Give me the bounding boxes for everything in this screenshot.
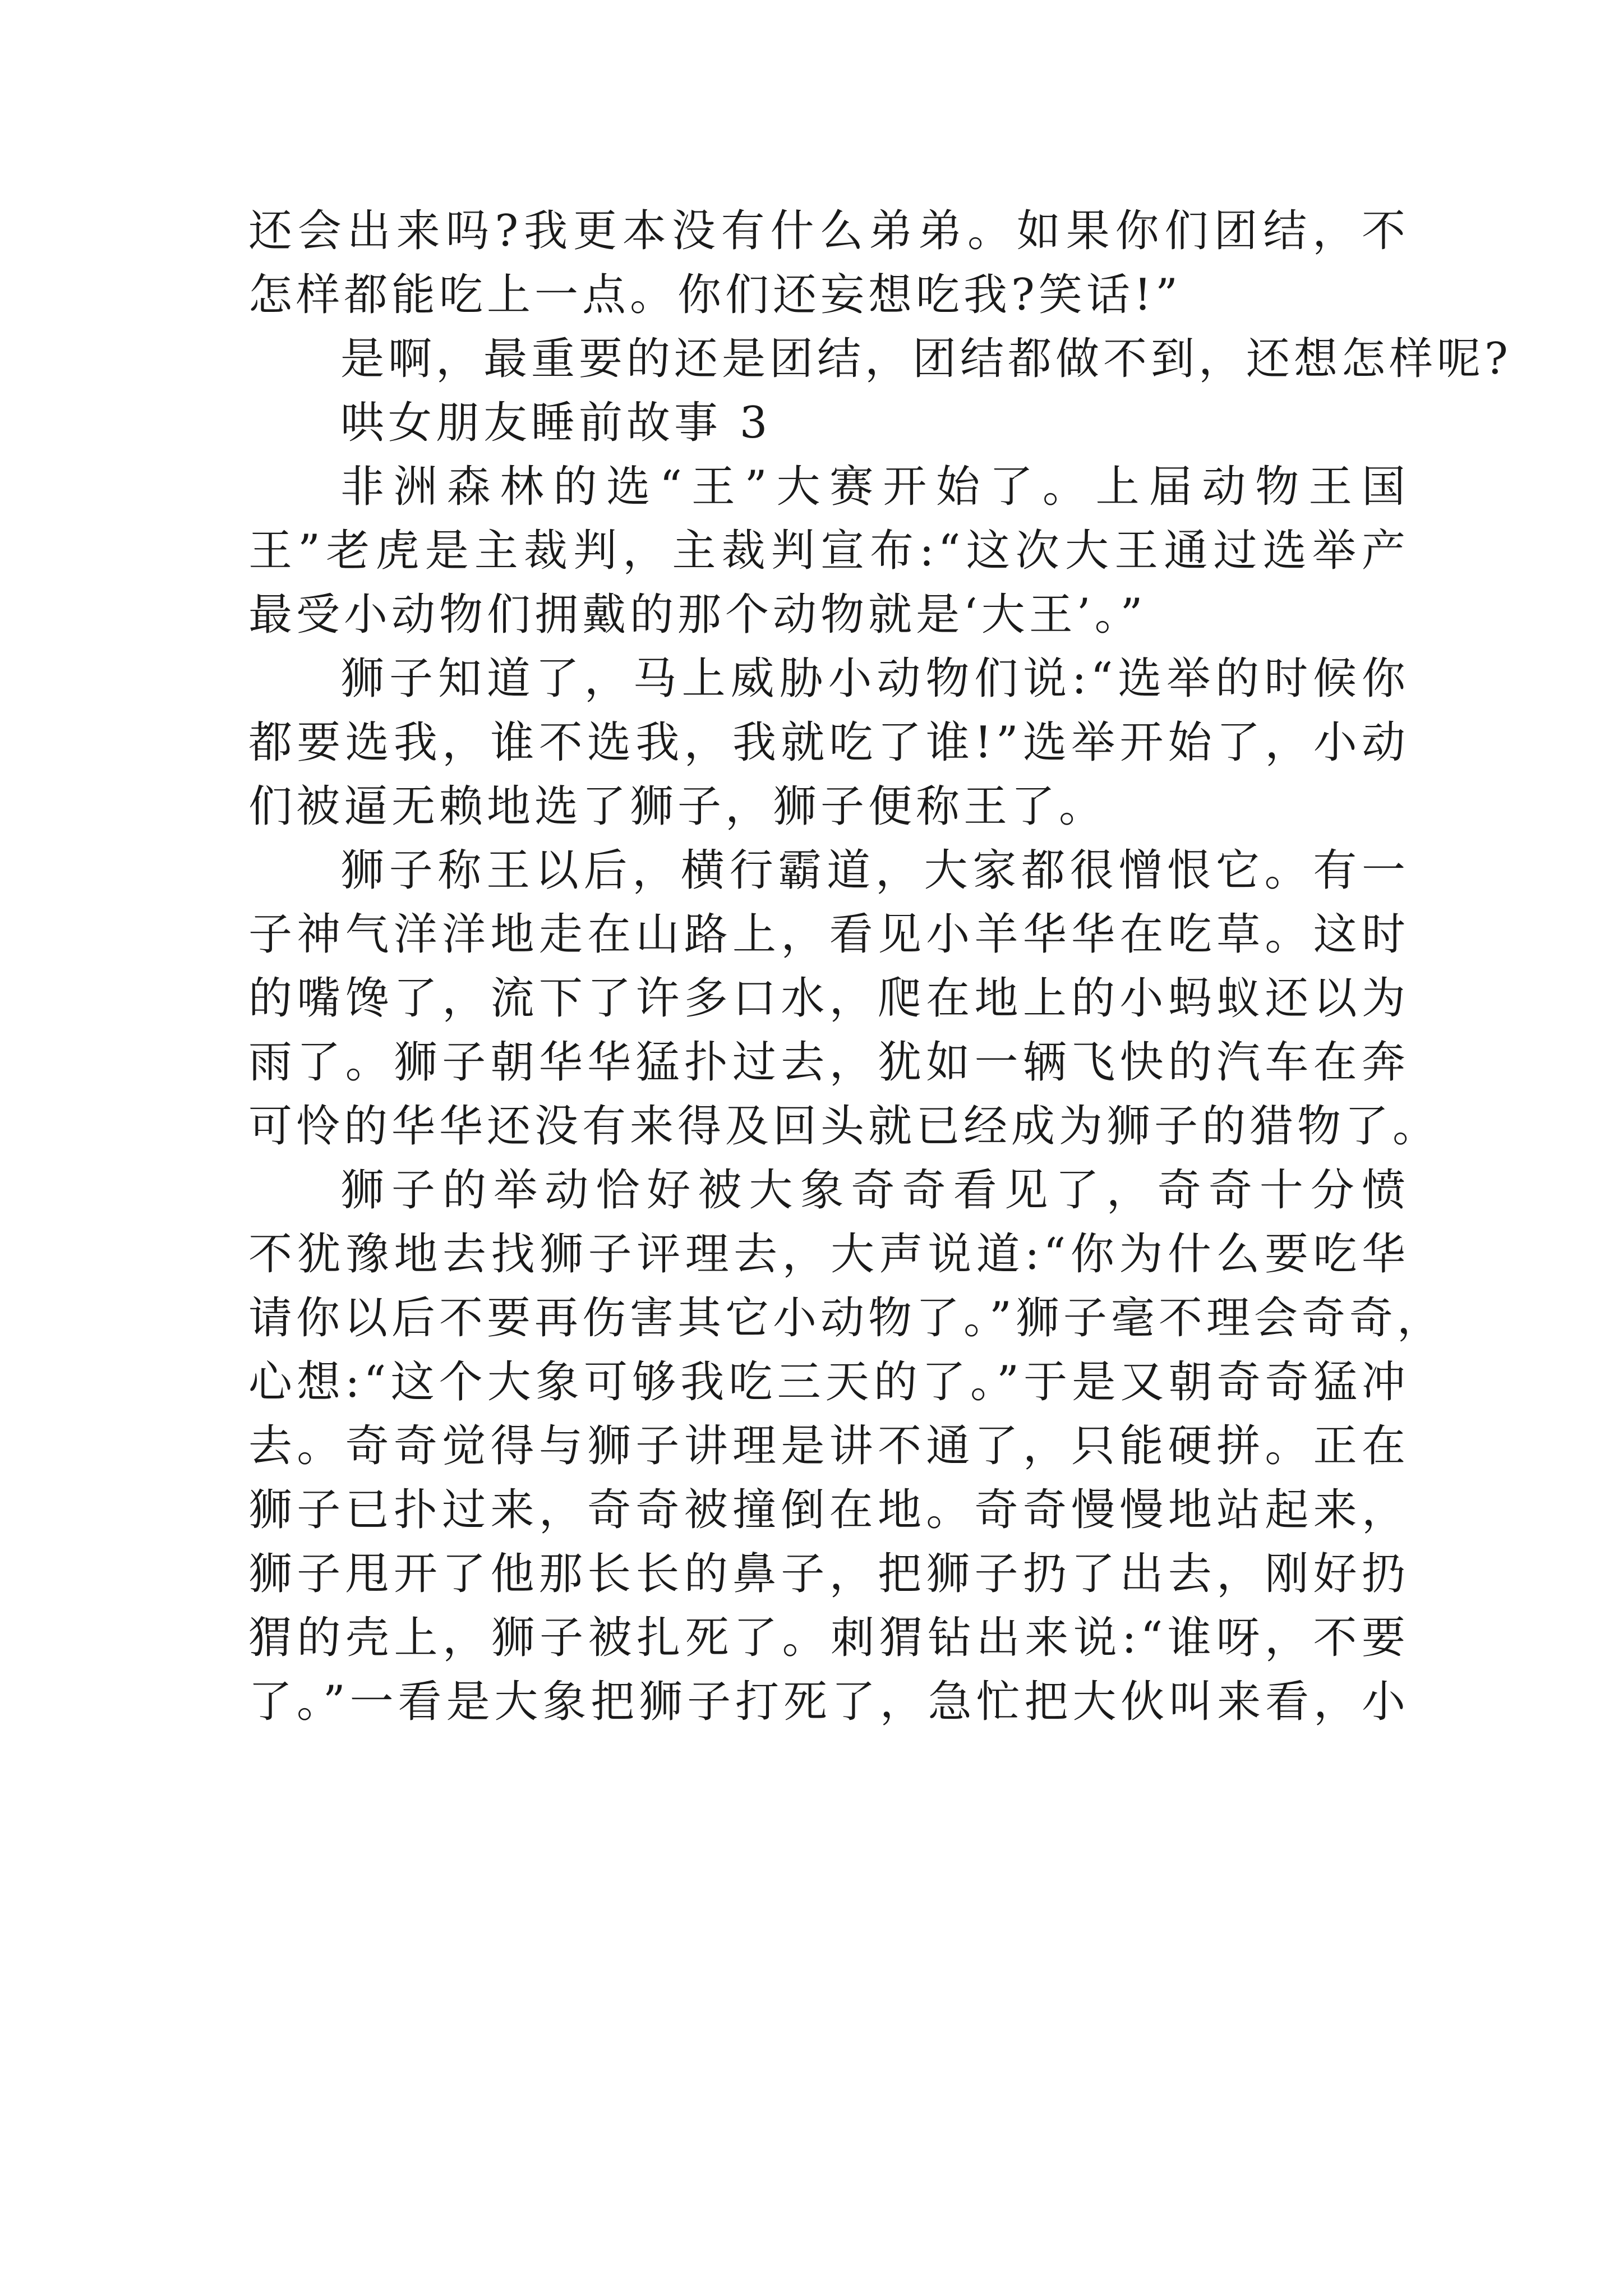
text-line: 子神气洋洋地走在山路上，看见小羊华华在吃草。这时 [248,909,1409,960]
text-line: 的嘴馋了，流下了许多口水，爬在地上的小蚂蚁还以为 [248,973,1409,1024]
story-text [248,199,1512,1734]
text-line: 不犹豫地去找狮子评理去，大声说道:“你为什么要吃华 [248,1229,1409,1280]
text-line: 还会出来吗?我更本没有什么弟弟。如果你们团结，不 [248,206,1409,256]
text-line: 非洲森林的选“王”大赛开始了。上届动物王国 [340,462,1409,512]
text-line: 去。奇奇觉得与狮子讲理是讲不通了，只能硬拼。正在 [248,1421,1409,1471]
text-line: 雨了。狮子朝华华猛扑过去，犹如一辆飞快的汽车在奔 [248,1037,1409,1088]
text-line: 狮子知道了，马上威胁小动物们说:“选举的时候你 [340,654,1409,704]
text-line: 狮子甩开了他那长长的鼻子，把狮子扔了出去，刚好扔 [248,1549,1409,1599]
text-line: 最受小动物们拥戴的那个动物就是‘大王’。” [248,590,1147,640]
text-line: 心想:“这个大象可够我吃三天的了。”于是又朝奇奇猛冲 [248,1357,1409,1407]
text-line: 狮子称王以后，横行霸道，大家都很憎恨它。有一 [340,845,1409,896]
text-line: 怎样都能吃上一点。你们还妄想吃我?笑话!” [248,270,1182,320]
text-line: 猬的壳上，狮子被扎死了。刺猬钻出来说:“谁呀，不要 [248,1613,1409,1663]
text-line: 了。”一看是大象把狮子打死了，急忙把大伙叫来看，小 [248,1677,1409,1727]
text-line: 是啊，最重要的还是团结，团结都做不到，还想怎样呢? [340,334,1512,384]
text-line: 狮子的举动恰好被大象奇奇看见了，奇奇十分愤 [340,1165,1409,1216]
text-line: 可怜的华华还没有来得及回头就已经成为狮子的猎物了。 [248,1101,1441,1152]
text-line: 狮子已扑过来，奇奇被撞倒在地。奇奇慢慢地站起来， [248,1485,1409,1535]
section-heading: 哄女朋友睡前故事 3 [340,398,772,448]
text-line: 请你以后不要再伤害其它小动物了。”狮子毫不理会奇奇， [248,1293,1445,1343]
text-line: 们被逼无赖地选了狮子，狮子便称王了。 [248,781,1107,832]
text-line: 都要选我，谁不选我，我就吃了谁!”选举开始了，小动 [248,717,1409,768]
text-line: 王”老虎是主裁判，主裁判宣布:“这次大王通过选举产 [248,526,1409,576]
